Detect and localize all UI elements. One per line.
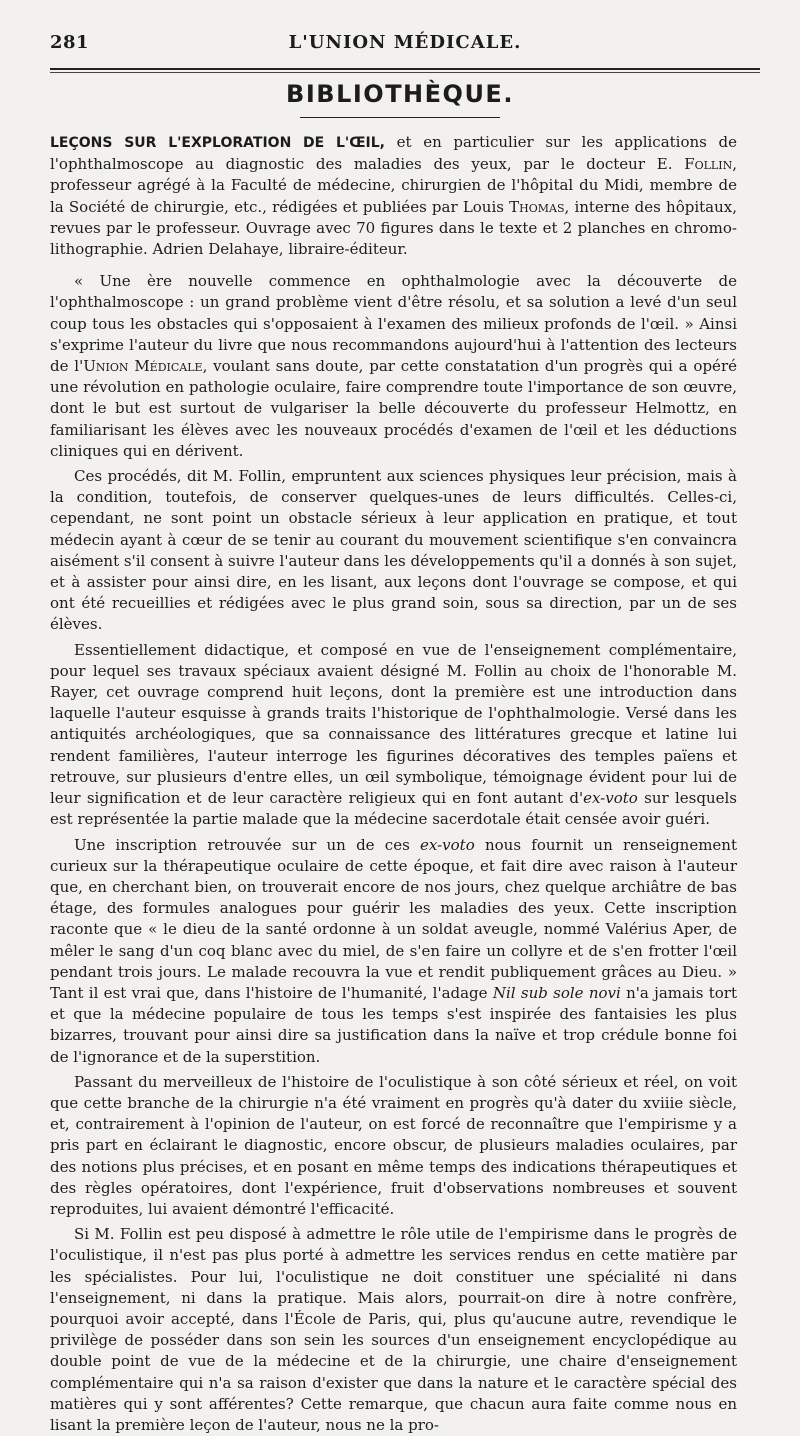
editor-name: Thomas: [509, 197, 565, 216]
author-name: Follin: [684, 155, 733, 174]
citation-text-1: et en particulier sur les applications de l'ophthalmoscope au diagnostic des maladies des yeux, par le docteur E.: [50, 133, 737, 174]
paragraph-3: [50, 640, 737, 831]
paragraph-4-text-c: n'a jamais tort et que la médecine populaire de tous les temps s'est inspirée des fantaisies les plus bizarres, trouvant pour ainsi dire sa justification dans la naïve et trop crédule bonne foi de l'ignorance et de la superstition.: [50, 983, 737, 1066]
paragraph-1-text-b: , voulant sans doute, par cette constatation d'un progrès qui a opéré une révolution en pathologie oculaire, faire comprendre toute l'importance de son œuvre, dont le but est surtout de vulgariser la belle découverte du professeur Helmottz, en familiarisant les élèves avec les nouveaux procédés d'examen de l'œil et les déductions cliniques qui en dérivent.: [50, 357, 737, 460]
paragraph-3-italic: ex-voto: [583, 789, 638, 808]
paragraph-4-text-a: Une inscription retrouvée sur un de ces: [74, 835, 421, 854]
book-citation: [50, 132, 737, 260]
citation-text-3: , interne des hôpitaux, revues par le professeur. Ouvrage avec 70 figures dans le texte et 2 planches en chromo-lithographie. Adrien Delahaye, libraire-éditeur.: [50, 197, 737, 259]
section-title-underline: [300, 117, 500, 118]
section-title: BIBLIOTHÈQUE.: [286, 80, 514, 108]
book-title-lead: LEÇONS SUR L'EXPLORATION DE L'ŒIL,: [50, 135, 385, 151]
header-rule: [50, 68, 760, 70]
paragraph-4-text-b: nous fournit un renseignement curieux sur la thérapeutique oculaire de cette époque, et fait dire avec raison à l'auteur que, en cherchant bien, on trouverait encore de nos jours, chez quelque archiâtre de bas étage, des formules analogues pour guérir les maladies des yeux. Cette inscription raconte que « le dieu de la santé ordonne à un soldat aveugle, nommé Valérius Aper, de mêler le sang d'un coq blanc avec du miel, de s'en faire un collyre et de s'en frotter l'œil pendant trois jours. Le malade recouvra la vue et rendit publiquement grâces au Dieu. » Tant il est vrai que, dans l'histoire de l'humanité, l'adage: [50, 835, 737, 1002]
article-body: [50, 132, 737, 1436]
paragraph-2: Ces procédés, dit M. Follin, empruntent aux sciences physiques leur précision, mais à la condition, toutefois, de conserver quelques-unes de leurs difficultés. Celles-ci, cependant, ne sont point un obstacle sérieux à leur application en pratique, et tout médecin ayant à cœur de se tenir au courant du mouvement scientifique s'en convaincra aisément s'il consent à suivre l'auteur dans les développements qu'il a donnés à son sujet, et à assister pour ainsi dire, en les lisant, aux leçons dont l'ouvrage se compose, et qui ont été recueillies et rédigées avec le plus grand soin, sous sa direction, par un de ses élèves.: [50, 467, 737, 634]
running-head: [50, 30, 760, 60]
citation-text-2: , professeur agrégé à la Faculté de médecine, chirurgien de l'hôpital du Midi, membre de la Société de chirurgie, etc., rédigées et publiées par Louis: [50, 155, 737, 216]
paragraph-3-text-b: sur lesquels est représentée la partie malade que la médecine sacerdotale était censée avoir guéri.: [50, 789, 737, 829]
paragraph-4-italic-2: Nil sub sole novi: [492, 983, 621, 1002]
journal-title: L'UNION MÉDICALE.: [288, 32, 522, 53]
paragraph-3-text-a: Essentiellement didactique, et composé en vue de l'enseignement complémentaire, pour lequel ses travaux spéciaux avaient désigné M. Follin au choix de l'honorable M. Rayer, cet ouvrage comprend huit leçons, dont la première est une introduction dans laquelle l'auteur esquisse à grands traits l'historique de l'ophthalmologie. Versé dans les antiquités archéologiques, que sa connaissance des littératures grecque et latine lui rendent familières, l'auteur interroge les figurines décoratives des temples païens et retrouve, sur plusieurs d'entre elles, un œil symbolique, témoignage évident pour lui de leur signification et de leur caractère religieux qui en font autant d': [50, 640, 737, 808]
paragraph-4: [50, 835, 737, 1068]
paragraph-5: Passant du merveilleux de l'histoire de l'oculistique à son côté sérieux et réel, on voit que cette branche de la chirurgie n'a été vraiment en progrès qu'à dater du xviiie siècle, et, contrairement à l'opinion de l'auteur, on est forcé de reconnaître que l'empirisme y a pris part en éclairant le diagnostic, encore obscur, de plusieurs maladies oculaires, par des notions plus précises, et en posant en même temps des indications thérapeutiques et des règles opératoires, dont l'expérience, fruit d'observations nombreuses et souvent reproduites, lui avaient démontré l'efficacité.: [50, 1072, 737, 1218]
paragraph-4-italic-1: ex-voto: [420, 835, 475, 854]
journal-reference: Union Médicale: [83, 357, 203, 376]
paragraph-1: [50, 271, 737, 462]
paragraph-6: Si M. Follin est peu disposé à admettre le rôle utile de l'empirisme dans le progrès de l'oculistique, il n'est pas plus porté à admettre les services rendus en cette matière par les spécialistes. Pour lui, l'oculistique ne doit constituer une spécialité ni dans l'enseignement, ni dans la pratique. Mais alors, pourrait-on dire à notre confrère, pourquoi avoir accepté, dans l'École de Paris, qui, plus qu'aucune autre, revendique le privilège de posséder dans son sein les sources d'un enseignement encyclopédique au double point de vue de la médecine et de la chirurgie, une chaire d'enseignement complémentaire qui n'a sa raison d'exister que dans la nature et le caractère spécial des matières qui y sont afférentes? Cette remarque, que chacun aura faite comme nous en lisant la première leçon de l'auteur, nous ne la pro-: [50, 1225, 737, 1434]
paragraph-1-text-a: « Une ère nouvelle commence en ophthalmologie avec la découverte de l'ophthalmoscope : un grand problème vient d'être résolu, et sa solution a levé d'un seul coup tous les obstacles qui s'opposaient à l'examen des milieux profonds de l'œil. » Ainsi s'exprime l'auteur du livre que nous recommandons aujourd'hui à l'attention des lecteurs de l': [50, 272, 737, 376]
page-number: 281: [50, 32, 90, 53]
header-rule-thin: [50, 72, 760, 73]
